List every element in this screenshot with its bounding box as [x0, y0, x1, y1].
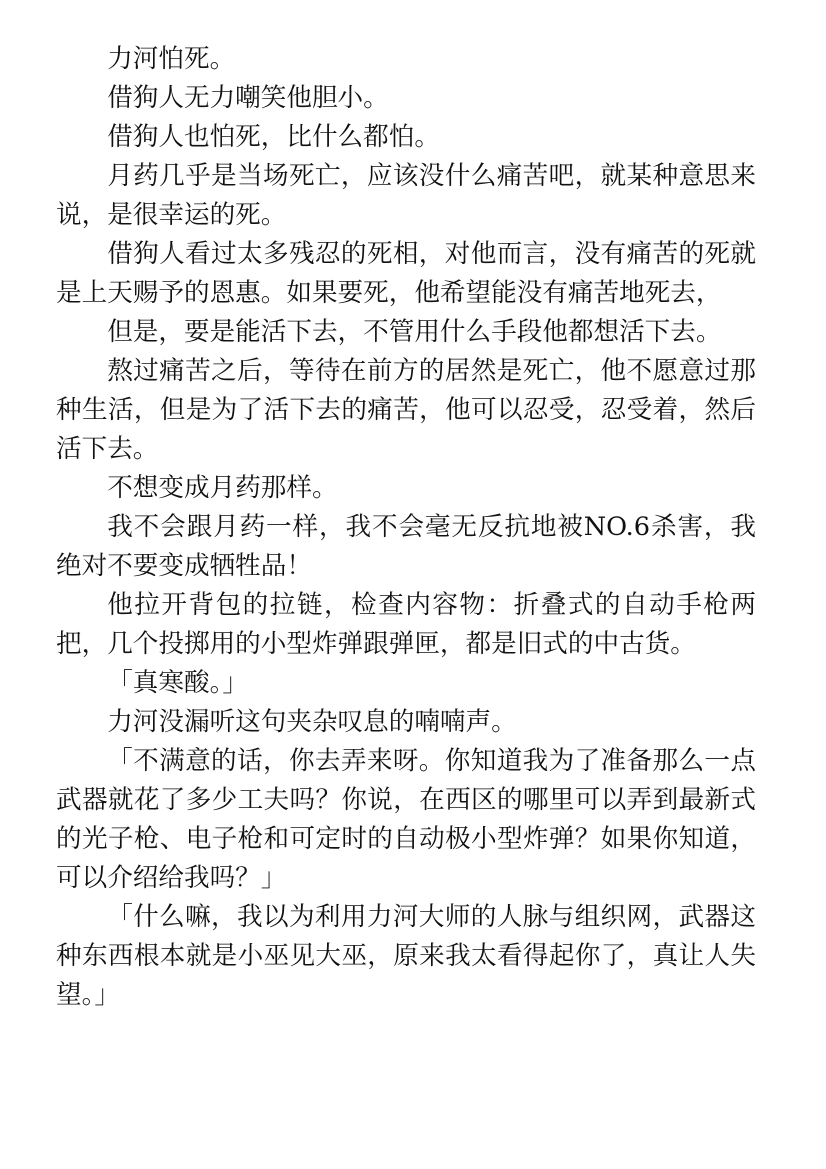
paragraph: 「真寒酸。」 [107, 668, 248, 698]
paragraph: 力河怕死。 [107, 44, 236, 74]
paragraph: 借狗人无力嘲笑他胆小。 [107, 83, 389, 113]
paragraph: 「不满意的话，你去弄来呀。你知道我为了准备那么一点武器就花了多少工夫吗？你说，在西区的哪里可以弄到最新式的光子枪、电子枪和可定时的自动极小型炸弹？如果你知道，可以介绍给我吗？」 [56, 746, 756, 893]
paragraph: 月药几乎是当场死亡，应该没什么痛苦吧，就某种意思来说，是很幸运的死。 [56, 161, 756, 230]
paragraph: 借狗人看过太多残忍的死相，对他而言，没有痛苦的死就是上天赐予的恩惠。如果要死，他希望能没有痛苦地死去， [56, 239, 756, 308]
paragraph: 熬过痛苦之后，等待在前方的居然是死亡，他不愿意过那种生活，但是为了活下去的痛苦，他可以忍受，忍受着，然后活下去。 [56, 356, 756, 464]
paragraph: 他拉开背包的拉链，检查内容物：折叠式的自动手枪两把，几个投掷用的小型炸弹跟弹匣，都是旧式的中古货。 [56, 590, 756, 659]
paragraph: 借狗人也怕死，比什么都怕。 [107, 122, 440, 152]
paragraph: 但是，要是能活下去，不管用什么手段他都想活下去。 [107, 317, 722, 347]
document-body [56, 40, 756, 1015]
paragraph: 我不会跟月药一样，我不会毫无反抗地被NO.6杀害，我绝对不要变成牺牲品！ [56, 512, 756, 581]
paragraph: 「什么嘛，我以为利用力河大师的人脉与组织网，武器这种东西根本就是小巫见大巫，原来我太看得起你了，真让人失望。」 [56, 902, 756, 1010]
paragraph: 不想变成月药那样。 [107, 473, 338, 503]
paragraph: 力河没漏听这句夹杂叹息的喃喃声。 [107, 707, 517, 737]
